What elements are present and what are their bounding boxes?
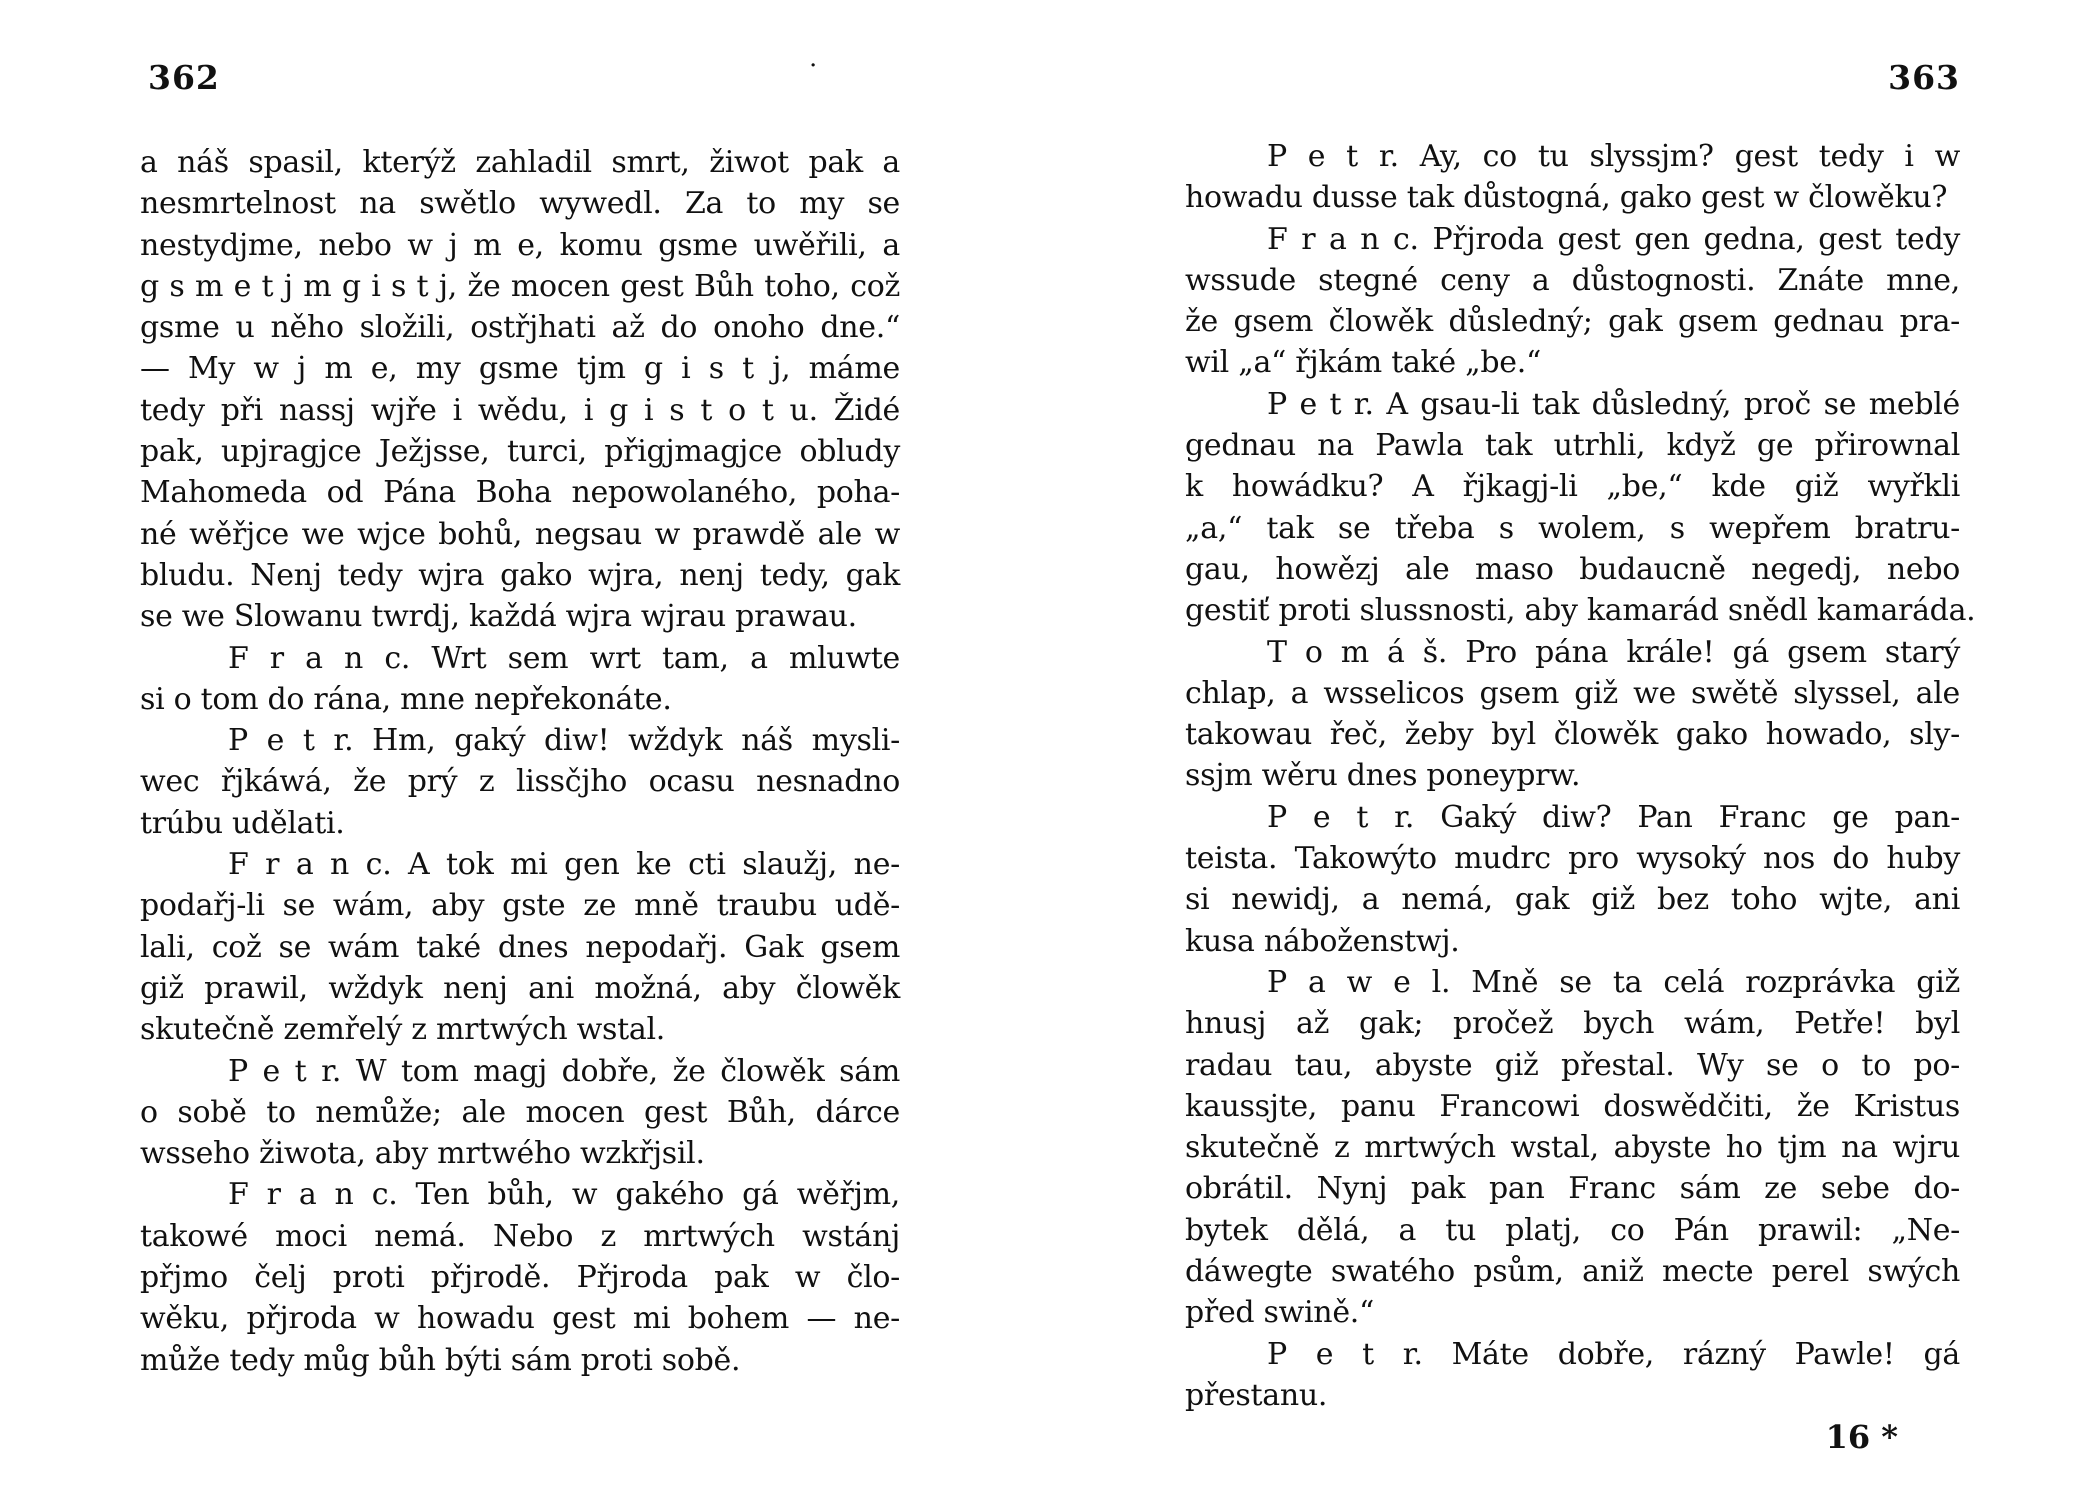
text-line: tedy při nassj wjře i wědu, i g i s t o t u. Židé: [140, 392, 900, 428]
page-text: [140, 142, 900, 1381]
speaker-line: P e t r. Ay, co tu slyssjm? gest tedy i w: [1267, 139, 1960, 174]
signature-mark: 16 *: [1825, 1418, 1898, 1456]
text-line: bytek dělá, a tu platj, co Pán prawil: „Ne-: [1185, 1212, 1960, 1248]
text-line: skutečně zemřelý z mrtwých wstal.: [140, 1012, 666, 1048]
text-line: může tedy můg bůh býti sám proti sobě.: [140, 1342, 741, 1378]
speaker-line: F r a n c. A tok mi gen ke cti slaužj, ne-: [228, 847, 900, 883]
text-line: Mahomeda od Pána Boha nepowolaného, poha-: [140, 475, 900, 511]
text-line: trúbu udělati.: [140, 805, 345, 841]
text-line: howadu dusse tak důstogná, gako gest w člowěku?: [1185, 180, 1948, 216]
text-line: né wěřjce we wjce bohů, negsau w prawdě ale w: [140, 516, 900, 552]
speaker-line: P e t r. Gaký diw? Pan Franc ge pan-: [1267, 799, 1960, 835]
text-line: takowau řeč, žeby byl člowěk gako howado, sly-: [1185, 717, 1960, 753]
text-line: takowé moci nemá. Nebo z mrtwých wstánj: [140, 1218, 900, 1254]
text-line: a náš spasil, kterýž zahladil smrt, žiwot pak a: [140, 145, 900, 180]
speaker-line: P e t r. W tom magj dobře, že člowěk sám: [228, 1053, 900, 1089]
speaker-line: F r a n c. Přjroda gest gen gedna, gest tedy: [1267, 221, 1960, 257]
text-line: o sobě to nemůže; ale mocen gest Bůh, dárce: [140, 1094, 900, 1130]
text-line: přestanu.: [1185, 1377, 1328, 1413]
text-line: wssude stegné ceny a důstognosti. Znáte mne,: [1185, 262, 1960, 298]
text-line: ssjm wěru dnes poneyprw.: [1185, 758, 1581, 794]
text-line: wec řjkáwá, že prý z lissčjho ocasu nesnadno: [140, 764, 900, 800]
text-line: dáwegte swatého psům, aniž mecte perel swých: [1185, 1254, 1960, 1290]
text-line: podařj-li se wám, aby gste ze mně traubu udě-: [140, 888, 900, 924]
text-line: kaussjte, panu Francowi doswědčiti, že Kristus: [1185, 1088, 1960, 1124]
speaker-line: F r a n c. Ten bůh, w gakého gá wěřjm,: [228, 1177, 900, 1213]
gutter-mark: ·: [810, 55, 817, 76]
text-line: g s m e t j m g i s t j, že mocen gest Bůh toho, což: [140, 268, 900, 304]
speaker-line: P e t r. A gsau-li tak důsledný, proč se meblé: [1267, 386, 1960, 422]
text-line: lali, což se wám také dnes nepodařj. Gak gsem: [140, 929, 900, 965]
text-line: k howádku? A řjkagj-li „be,“ kde giž wyřkli: [1185, 469, 1960, 505]
speaker-line: T o m á š. Pro pána krále! gá gsem starý: [1267, 634, 1960, 670]
speaker-line: P e t r. Hm, gaký diw! wždyk náš mysli-: [228, 723, 900, 759]
text-line: gednau na Pawla tak utrhli, když ge přirownal: [1185, 428, 1960, 464]
text-line: — My w j m e, my gsme tjm g i s t j, máme: [140, 351, 900, 387]
text-line: že gsem člowěk důsledný; gak gsem gednau pra-: [1185, 304, 1960, 340]
text-line: nesmrtelnost na swětlo wywedl. Za to my se: [140, 186, 900, 222]
text-line: skutečně z mrtwých wstal, abyste ho tjm na wjru: [1185, 1130, 1960, 1166]
page-number: 363: [1888, 58, 1960, 97]
left-page: [140, 0, 900, 1500]
text-line: hnusj až gak; pročež bych wám, Petře! byl: [1185, 1006, 1960, 1042]
speaker-line: P e t r. Máte dobře, rázný Pawle! gá: [1267, 1336, 1960, 1372]
text-line: wěku, přjroda w howadu gest mi bohem — ne-: [140, 1301, 900, 1337]
page-text: [1185, 136, 1976, 1416]
text-line: „a,“ tak se třeba s wolem, s wepřem bratru-: [1185, 510, 1960, 546]
text-line: si o tom do rána, mne nepřekonáte.: [140, 681, 672, 717]
text-line: nestydjme, nebo w j m e, komu gsme uwěřili, a: [140, 227, 900, 263]
text-line: gestiť proti slussnosti, aby kamarád snědl kamaráda.: [1185, 593, 1976, 629]
text-line: wil „a“ řjkám také „be.“: [1185, 345, 1541, 381]
speaker-line: P a w e l. Mně se ta celá rozprávka giž: [1267, 964, 1960, 1000]
text-line: před swině.“: [1185, 1295, 1375, 1331]
text-line: radau tau, abyste giž přestal. Wy se o to po-: [1185, 1047, 1960, 1083]
text-line: wsseho žiwota, aby mrtwého wzkřjsil.: [140, 1136, 705, 1172]
text-line: teista. Takowýto mudrc pro wysoký nos do huby: [1185, 841, 1960, 877]
text-line: si newidj, a nemá, gak giž bez toho wjte, ani: [1185, 882, 1960, 918]
text-line: gau, howězj ale maso budaucně negedj, nebo: [1185, 551, 1960, 587]
right-page: [1185, 0, 1976, 1500]
text-line: přjmo čelj proti přjrodě. Přjroda pak w člo-: [140, 1260, 900, 1296]
page-number: 362: [148, 58, 220, 97]
text-line: kusa náboženstwj.: [1185, 923, 1460, 959]
text-line: gsme u něho složili, ostřjhati až do onoho dne.“: [140, 310, 900, 346]
speaker-line: F r a n c. Wrt sem wrt tam, a mluwte: [228, 640, 900, 676]
text-line: pak, upjragjce Ježjsse, turci, přigjmagjce obludy: [140, 434, 900, 470]
text-line: obrátil. Nynj pak pan Franc sám ze sebe do-: [1185, 1171, 1960, 1207]
text-line: chlap, a wsselicos gsem giž we swětě slyssel, ale: [1185, 675, 1960, 711]
text-line: bludu. Nenj tedy wjra gako wjra, nenj tedy, gak: [140, 557, 900, 593]
text-line: giž prawil, wždyk nenj ani možná, aby člowěk: [140, 970, 900, 1006]
text-line: se we Slowanu twrdj, každá wjra wjrau prawau.: [140, 599, 857, 635]
